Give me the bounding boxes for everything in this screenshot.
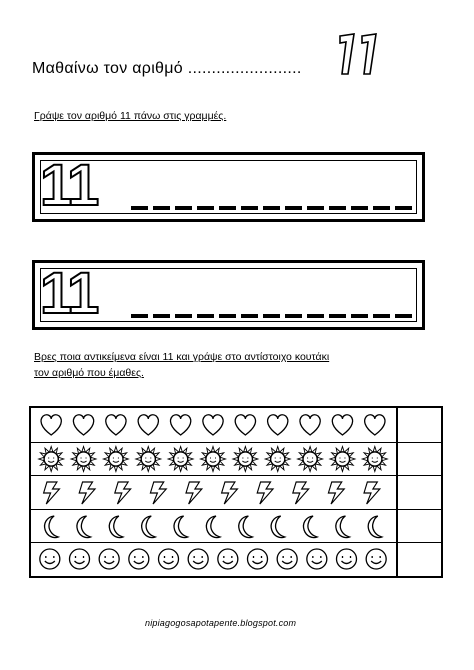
moon-icon [271,516,285,538]
tracing-number: 11 [40,261,98,326]
lightning-icon [184,482,204,504]
lightning-icon [148,482,168,504]
sun-icon [330,446,355,471]
instruction-find-line-2: τον αριθμό που έμαθες. [34,367,144,379]
smiley-icon [40,549,60,569]
sun-icon [201,446,226,471]
heart-icon [106,415,126,435]
answer-box-smileys[interactable] [396,543,443,576]
row-suns [31,442,441,476]
outlined-number-11 [334,28,386,80]
moon-icon [142,516,156,538]
writing-line [131,314,416,318]
footer-site: nipiagogosapotapente.blogspot.com [145,618,297,628]
sun-icon [233,446,258,471]
smiley-icon [218,549,238,569]
row-smileys [31,542,441,576]
heart-icon [73,415,93,435]
lightning-icon [326,482,346,504]
answer-box-moons[interactable] [396,510,443,543]
answer-box-suns[interactable] [396,443,443,476]
instruction-find [34,349,329,381]
heart-icon [268,415,288,435]
lightning-icon [290,482,310,504]
moon-icon [109,516,123,538]
heart-icon [300,415,320,435]
sun-icon [265,446,290,471]
counting-grid [29,406,443,578]
moon-icon [303,516,317,538]
heart-icon [41,415,61,435]
heart-icon [138,415,158,435]
moon-icons [35,512,395,542]
lightning-icon [362,482,382,504]
answer-box-hearts[interactable] [396,408,443,442]
smiley-icon [307,549,327,569]
moon-icon [45,516,59,538]
moon-icon [206,516,220,538]
heart-icon [332,415,352,435]
lightning-icon [112,482,132,504]
sun-icon [39,446,64,471]
sun-icon [136,446,161,471]
smiley-icons [35,545,395,575]
smiley-icon [70,549,90,569]
heart-icon [203,415,223,435]
row-lightning [31,475,441,509]
heart-icon [170,415,190,435]
moon-icon [174,516,188,538]
row-moons [31,509,441,543]
answer-box-lightning[interactable] [396,476,443,509]
smiley-icon [277,549,297,569]
moon-icon [368,516,382,538]
tracing-box-2[interactable] [32,260,425,330]
sun-icon [103,446,128,471]
lightning-icon [219,482,239,504]
sun-icons [35,445,395,475]
writing-line [131,206,416,210]
sun-icon [71,446,96,471]
smiley-icon [159,549,179,569]
lightning-icon [77,482,97,504]
page-title: Μαθαίνω τον αριθμό ........................ [32,60,302,77]
sun-icon [362,446,387,471]
heart-icons [35,410,395,440]
moon-icon [239,516,253,538]
row-hearts [31,408,441,442]
smiley-icon [248,549,268,569]
moon-icon [77,516,91,538]
instruction-write: Γράψε τον αριθμό 11 πάνω στις γραμμές. [34,110,227,122]
smiley-icon [337,549,357,569]
tracing-box-1[interactable] [32,152,425,222]
sun-icon [168,446,193,471]
smiley-icon [366,549,386,569]
lightning-icons [35,478,395,508]
heart-icon [365,415,385,435]
moon-icon [336,516,350,538]
lightning-icon [255,482,275,504]
smiley-icon [188,549,208,569]
smiley-icon [129,549,149,569]
sun-icon [298,446,323,471]
instruction-find-line-1: Βρες ποια αντικείμενα είναι 11 και γράψε στο αντίστοιχο κουτάκι [34,351,330,363]
smiley-icon [99,549,119,569]
lightning-icon [41,482,61,504]
tracing-number: 11 [40,153,98,218]
heart-icon [235,415,255,435]
